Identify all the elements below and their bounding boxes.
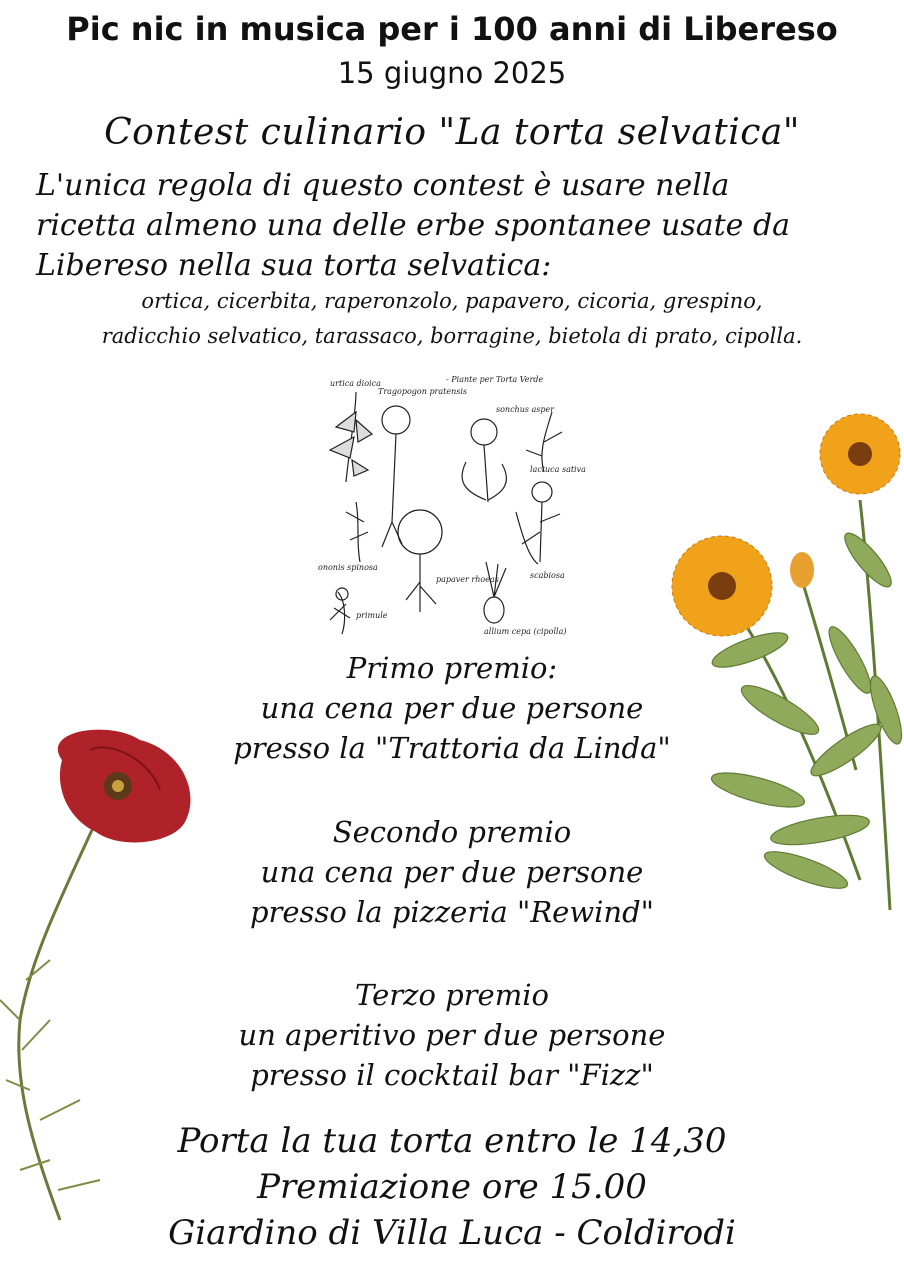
herb-list <box>0 284 904 354</box>
prize-heading: Terzo premio <box>355 978 549 1012</box>
sketch-label: - Piante per Torta Verde <box>446 375 544 384</box>
herb-line: radicchio selvatico, tarassaco, borragine, bietola di prato, cipolla. <box>101 324 803 348</box>
prize-third <box>0 975 904 1095</box>
sketch-label: scabiosa <box>530 571 565 580</box>
sketch-label: primule <box>356 611 388 620</box>
sketch-label: Tragopogon pratensis <box>378 387 468 396</box>
event-date: 15 giugno 2025 <box>337 56 567 90</box>
prize-first <box>0 648 904 768</box>
sketch-label: papaver rhoeas <box>436 575 499 584</box>
prize-heading: Secondo premio <box>332 815 572 849</box>
sketch-label: ononis spinosa <box>318 563 378 572</box>
poster-title: Pic nic in musica per i 100 anni di Libereso <box>66 10 838 48</box>
prize-heading: Primo premio: <box>346 651 558 685</box>
prize-line: una cena per due persone <box>260 855 644 889</box>
sketch-label: lactuca sativa <box>530 465 586 474</box>
herb-line: ortica, cicerbita, raperonzolo, papavero, cicoria, grespino, <box>141 289 763 313</box>
contest-title: Contest culinario "La torta selvatica" <box>104 112 800 153</box>
prize-line: presso la "Trattoria da Linda" <box>233 731 671 765</box>
sketch-label: sonchus asper <box>496 405 555 414</box>
rule-line: ricetta almeno una delle erbe spontanee usate da <box>36 208 791 243</box>
rule-line: Libereso nella sua torta selvatica: <box>36 248 552 283</box>
sketch-label: allium cepa (cipolla) <box>484 627 567 636</box>
contest-rule <box>36 166 872 286</box>
prize-line: una cena per due persone <box>260 691 644 725</box>
prize-line: presso la pizzeria "Rewind" <box>249 895 655 929</box>
award-time: Premiazione ore 15.00 <box>257 1167 647 1207</box>
prize-line: presso il cocktail bar "Fizz" <box>250 1058 654 1092</box>
prize-second <box>0 812 904 932</box>
event-details <box>0 1118 904 1256</box>
delivery-time: Porta la tua torta entro le 14,30 <box>177 1121 727 1161</box>
botanical-sketch-illustration <box>316 372 588 642</box>
sketch-label: urtica dioica <box>330 379 381 388</box>
event-location: Giardino di Villa Luca - Coldirodi <box>168 1213 736 1253</box>
rule-line: L'unica regola di questo contest è usare nella <box>36 168 730 203</box>
prize-line: un aperitivo per due persone <box>238 1018 666 1052</box>
